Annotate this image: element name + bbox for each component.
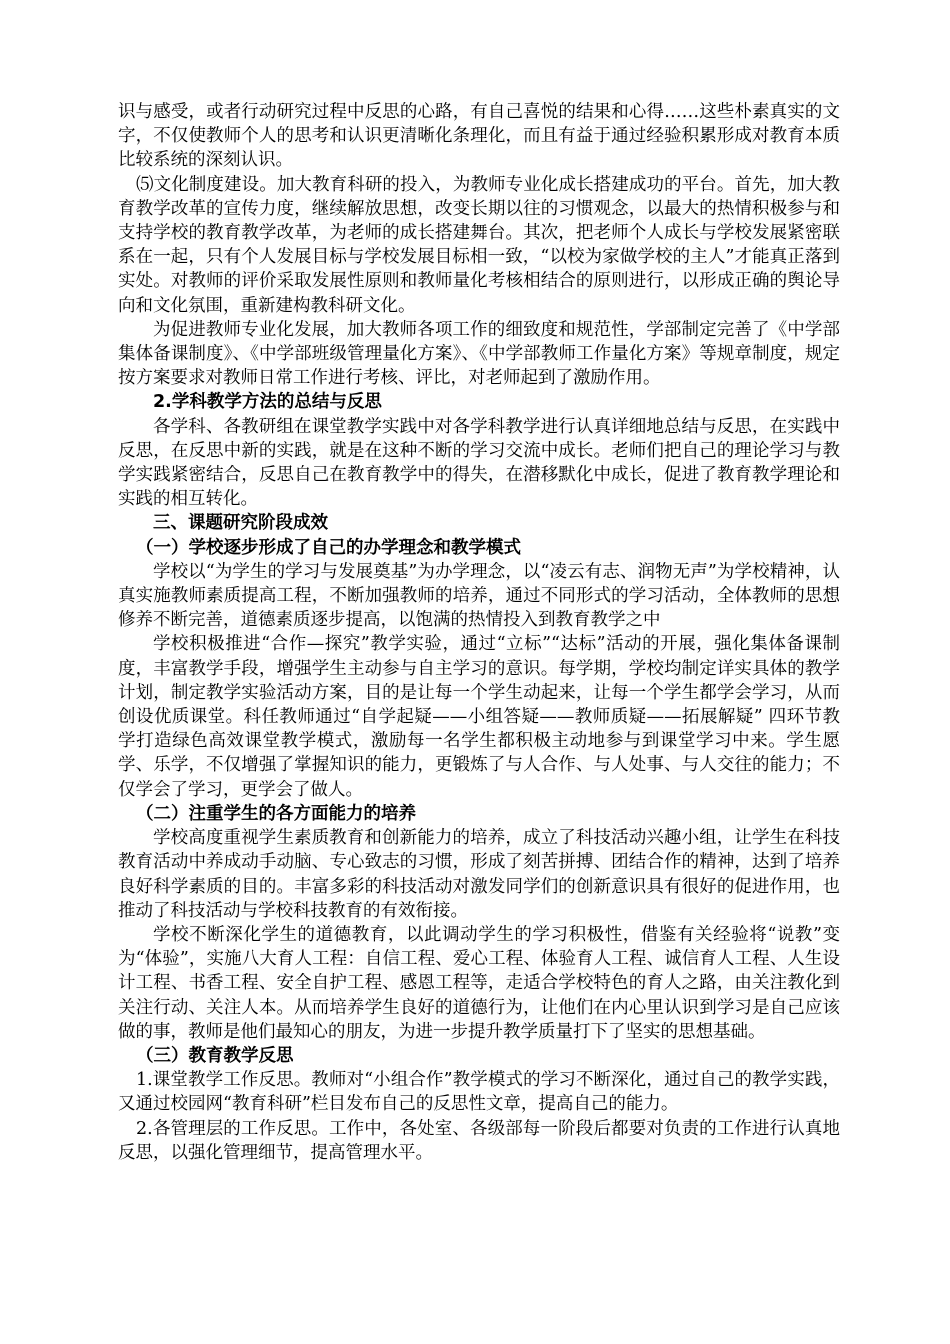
paragraph-regulations: 为促进教师专业化发展，加大教师各项工作的细致度和规范性，学部制定完善了《中学部集体备课制度》、《中学部班级管理量化方案》、《中学部教师工作量化方案》等规章制度，规定按方案要求对教师日常工作进行考核、评比，对老师起到了激励作用。 <box>118 319 840 389</box>
paragraph-science-activities: 学校高度重视学生素质教育和创新能力的培养，成立了科技活动兴趣小组，让学生在科技教育活动中养成动手动脑、专心致志的习惯，形成了刻苦拼搏、团结合作的精神，达到了培养良好科学素质的目的。丰富多彩的科技活动对激发同学们的创新意识具有很好的促进作用，也推动了科技活动与学校科技教育的有效衔接。 <box>118 828 840 921</box>
paragraph-cooperation-inquiry: 学校积极推进“合作—探究”教学实验，通过“立标”“达标”活动的开展，强化集体备课制度，丰富教学手段，增强学生主动参与自主学习的意识。每学期，学校均制定详实具体的教学计划，制定教学实验活动方案，目的是让每一个学生动起来，让每一个学生都学会学习，从而创设优质课堂。科任教师通过“自学起疑——小组答疑——教师质疑——拓展解疑” 四环节教学打造绿色高效课堂教学模式，激励每一名学生都积极主动地参与到课堂学习中来。学生愿学、乐学，不仅增强了掌握知识的能力，更锻炼了与人合作、与人处事、与人交往的能力；不仅学会了学习，更学会了做人。 <box>118 634 840 800</box>
paragraph-culture-system: ⑸文化制度建设。加大教育科研的投入，为教师专业化成长搭建成功的平台。首先，加大教育教学改革的宣传力度，继续解放思想，改变长期以往的习惯观念，以最大的热情积极参与和支持学校的教育教学改革，为老师的成长搭建舞台。其次，把老师个人成长与学校发展紧密联系在一起，只有个人发展目标与学校发展目标相一致，“以校为家做学校的主人”才能真正落到实处。对教师的评价采取发展性原则和教师量化考核相结合的原则进行，以形成正确的舆论导向和文化氛围，重新建构教科研文化。 <box>118 174 840 316</box>
heading-school-philosophy: （一）学校逐步形成了自己的办学理念和教学模式 <box>136 537 521 558</box>
document-page <box>118 100 840 1165</box>
paragraph-classroom-reflection: 1.课堂教学工作反思。教师对“小组合作”教学模式的学习不断深化，通过自己的教学实践，又通过校园网“教育科研”栏目发布自己的反思性文章，提高自己的能力。 <box>118 1070 840 1115</box>
heading-student-abilities: （二）注重学生的各方面能力的培养 <box>136 803 416 824</box>
paragraph-continuation: 识与感受，或者行动研究过程中反思的心路，有自己喜悦的结果和心得……这些朴素真实的文字，不仅使教师个人的思考和认识更清晰化条理化，而且有益于通过经验积累形成对教育本质比较系统的深刻认识。 <box>118 102 840 171</box>
heading-teaching-reflection: （三）教育教学反思 <box>136 1045 294 1066</box>
paragraph-subject-reflection: 各学科、各教研组在课堂教学实践中对各学科教学进行认真详细地总结与反思，在实践中反思，在反思中新的实践，就是在这种不断的学习交流中成长。老师们把自己的理论学习与教学实践紧密结合，反思自己在教育教学中的得失，在潜移默化中成长，促进了教育教学理论和实践的相互转化。 <box>118 416 840 510</box>
paragraph-moral-education: 学校不断深化学生的道德教育，以此调动学生的学习积极性，借鉴有关经验将“说教”变为“体验”，实施八大育人工程：自信工程、爱心工程、体验育人工程、诚信育人工程、人生设计工程、书香工程、安全自护工程、感恩工程等，走适合学校特色的育人之路，由关注教化到关注行动、关注人本。从而培养学生良好的道德行为，让他们在内心里认识到学习是自己应该做的事，教师是他们最知心的朋友，为进一步提升教学质量打下了坚实的思想基础。 <box>118 924 840 1042</box>
heading-subject-methods: 2.学科教学方法的总结与反思 <box>153 392 382 413</box>
paragraph-management-reflection: 2.各管理层的工作反思。工作中，各处室、各级部每一阶段后都要对负责的工作进行认真地反思，以强化管理细节，提高管理水平。 <box>118 1118 840 1163</box>
heading-stage-results: 三、课题研究阶段成效 <box>153 513 328 534</box>
paragraph-school-spirit: 学校以“为学生的学习与发展奠基”为办学理念，以“凌云有志、润物无声”为学校精神，认真实施教师素质提高工程，不断加强教师的培养，通过不同形式的学习活动，全体教师的思想修养不断完善，道德素质逐步提高，以饱满的热情投入到教育教学之中 <box>118 561 840 631</box>
